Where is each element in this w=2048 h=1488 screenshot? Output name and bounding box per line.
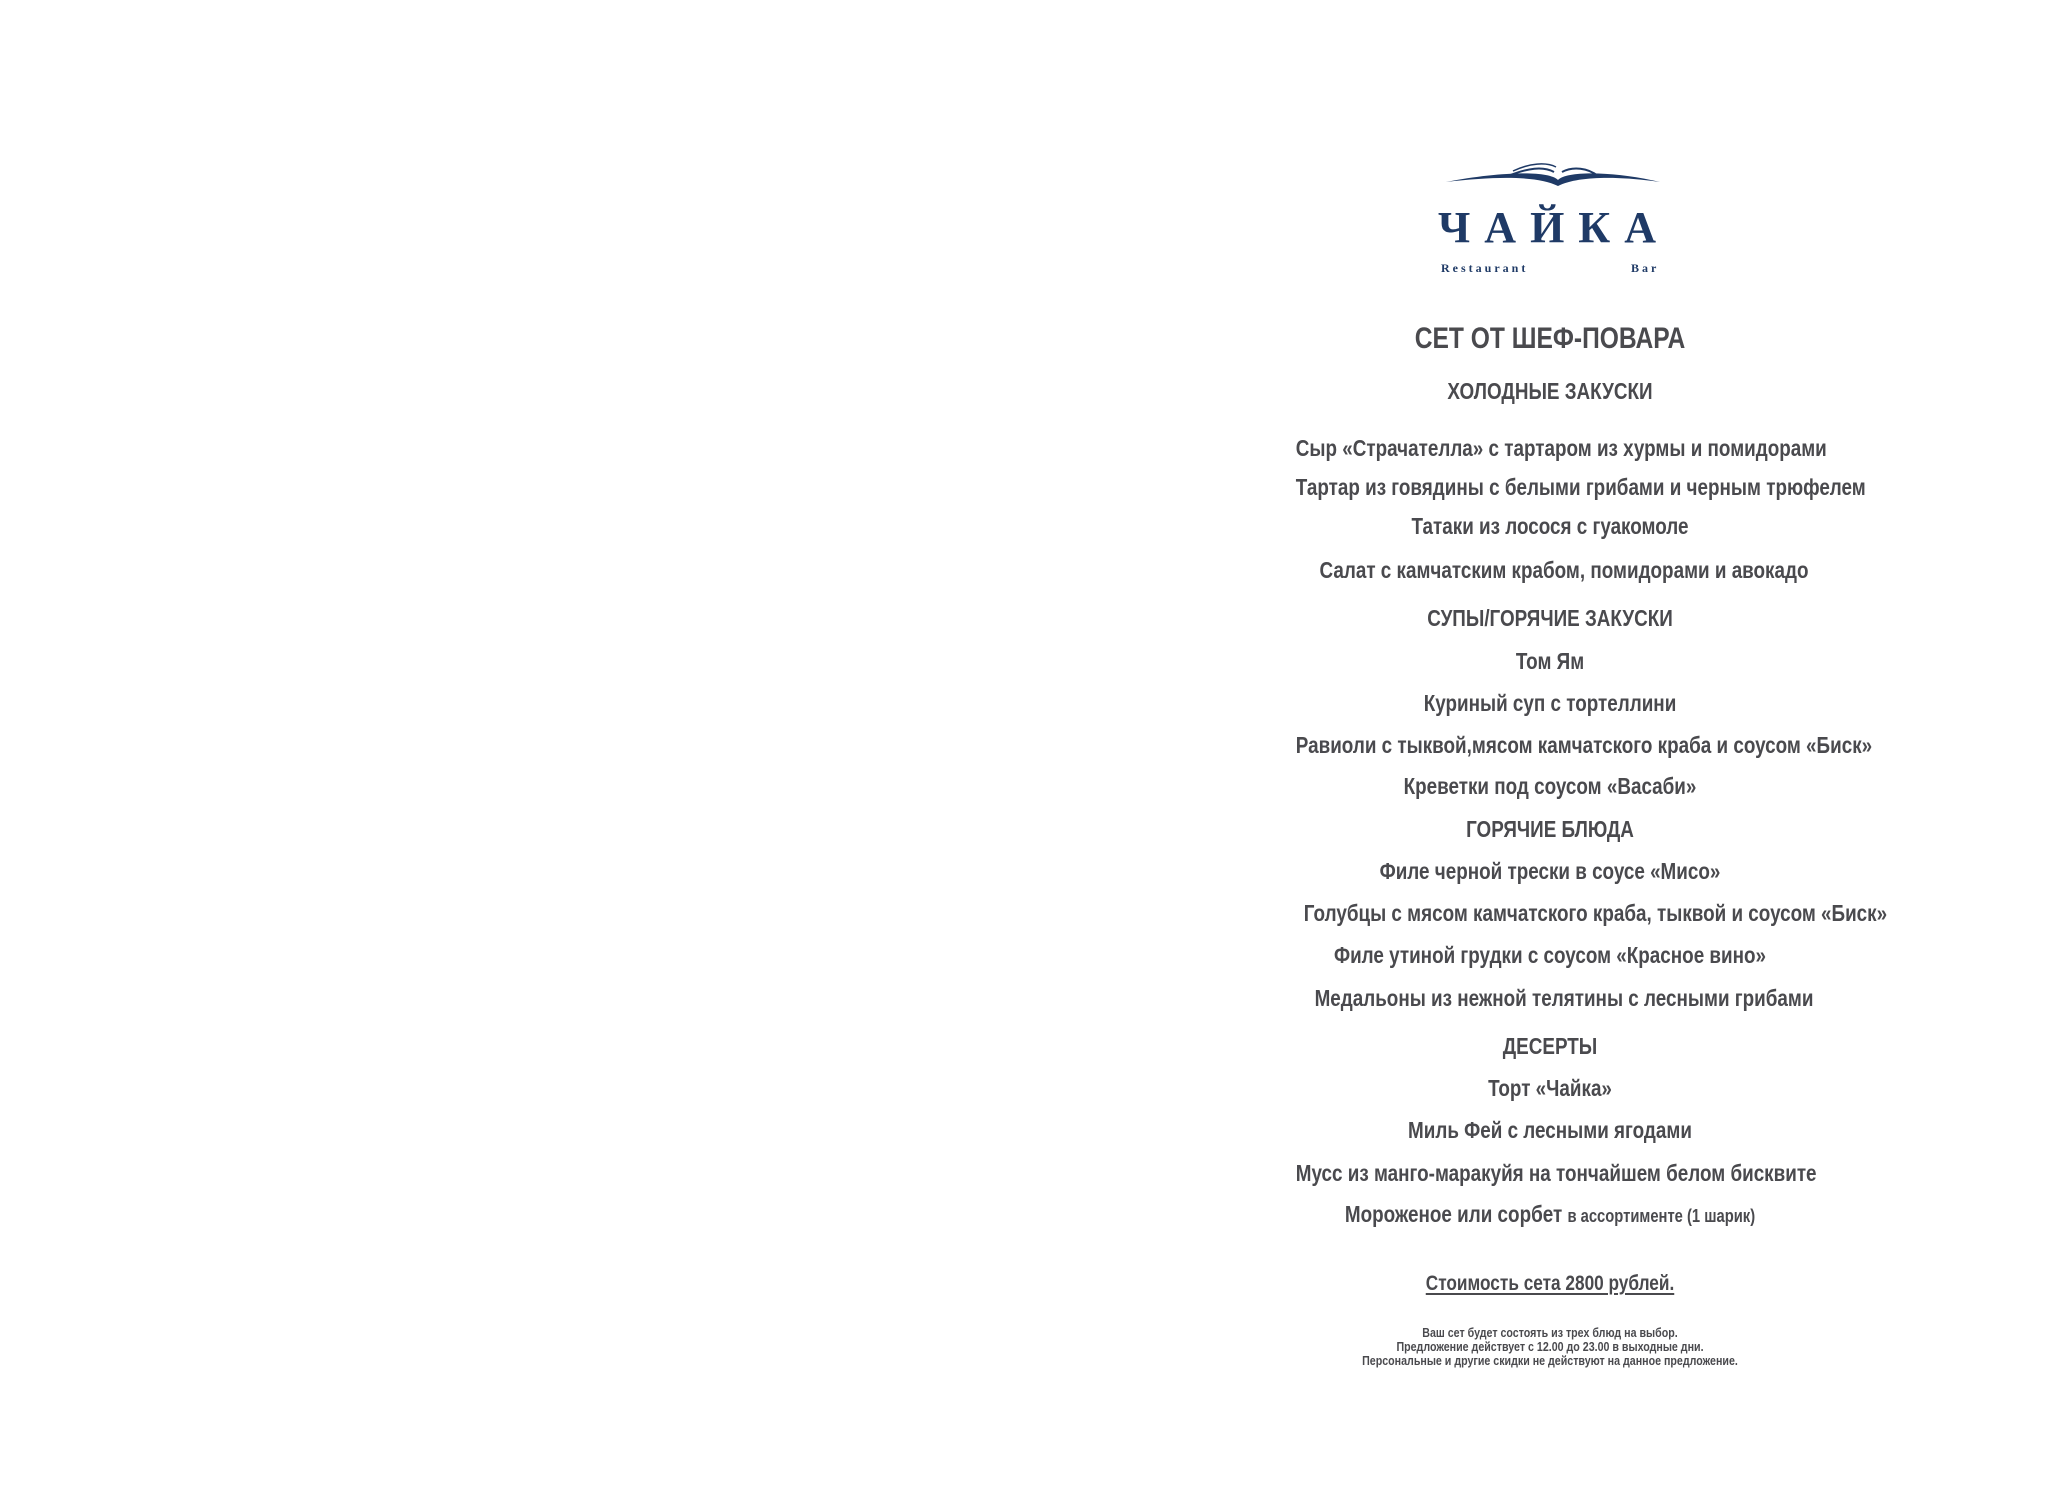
- menu-item: Сыр «Страчателла» с тартаром из хурмы и помидорами: [1295, 435, 1827, 461]
- section-heading-hot: ГОРЯЧИЕ БЛЮДА: [1466, 816, 1634, 842]
- restaurant-logo: [1438, 158, 1668, 278]
- set-price: Стоимость сета 2800 рублей.: [1425, 1272, 1675, 1295]
- menu-item: Торт «Чайка»: [1488, 1075, 1612, 1101]
- footnote: Предложение действует с 12.00 до 23.00 в выходные дни.: [1396, 1339, 1704, 1354]
- footnote: Персональные и другие скидки не действуют на данное предложение.: [1362, 1353, 1738, 1368]
- menu-item: Миль Фей с лесными ягодами: [1408, 1117, 1692, 1143]
- menu-item: Равиоли с тыквой,мясом камчатского краба и соусом «Биск»: [1295, 732, 1873, 758]
- section-heading-desserts: ДЕСЕРТЫ: [1502, 1033, 1598, 1059]
- section-heading-cold: ХОЛОДНЫЕ ЗАКУСКИ: [1447, 378, 1653, 404]
- footnote: Ваш сет будет состоять из трех блюд на выбор.: [1422, 1325, 1678, 1340]
- menu-item: Филе черной трески в соусе «Мисо»: [1379, 858, 1721, 884]
- seagull-icon: [1438, 158, 1668, 208]
- menu-item: Мусс из манго-маракуйя на тончайшем белом бисквите: [1295, 1160, 1817, 1186]
- menu-item: Том Ям: [1515, 648, 1585, 674]
- menu-item-main: Мороженое или сорбет: [1344, 1201, 1563, 1227]
- menu-item-note: в ассортименте (1 шарик): [1567, 1206, 1756, 1226]
- menu-item: Салат с камчатским крабом, помидорами и авокадо: [1319, 557, 1809, 583]
- menu-item: Филе утиной грудки с соусом «Красное вино»: [1333, 942, 1767, 968]
- menu-title: СЕТ ОТ ШЕФ-ПОВАРА: [1414, 322, 1686, 355]
- menu-item: Татаки из лосося с гуакомоле: [1411, 513, 1689, 539]
- logo-subtitle-bar: Bar: [1631, 261, 1660, 275]
- section-heading-soups: СУПЫ/ГОРЯЧИЕ ЗАКУСКИ: [1427, 605, 1673, 631]
- menu-item: Медальоны из нежной телятины с лесными грибами: [1314, 985, 1814, 1011]
- menu-page: [1240, 0, 1888, 1488]
- menu-item-ice-cream: [1296, 1201, 1804, 1228]
- menu-item: Тартар из говядины с белыми грибами и черным трюфелем: [1295, 474, 1866, 500]
- menu-item: Голубцы с мясом камчатского краба, тыквой и соусом «Биск»: [1303, 900, 1888, 926]
- logo-subtitle-restaurant: Restaurant: [1441, 261, 1529, 275]
- menu-item: Куриный суп с тортеллини: [1423, 690, 1677, 716]
- logo-wordmark: ЧАЙКА: [1438, 203, 1670, 252]
- menu-item: Креветки под соусом «Васаби»: [1403, 773, 1697, 799]
